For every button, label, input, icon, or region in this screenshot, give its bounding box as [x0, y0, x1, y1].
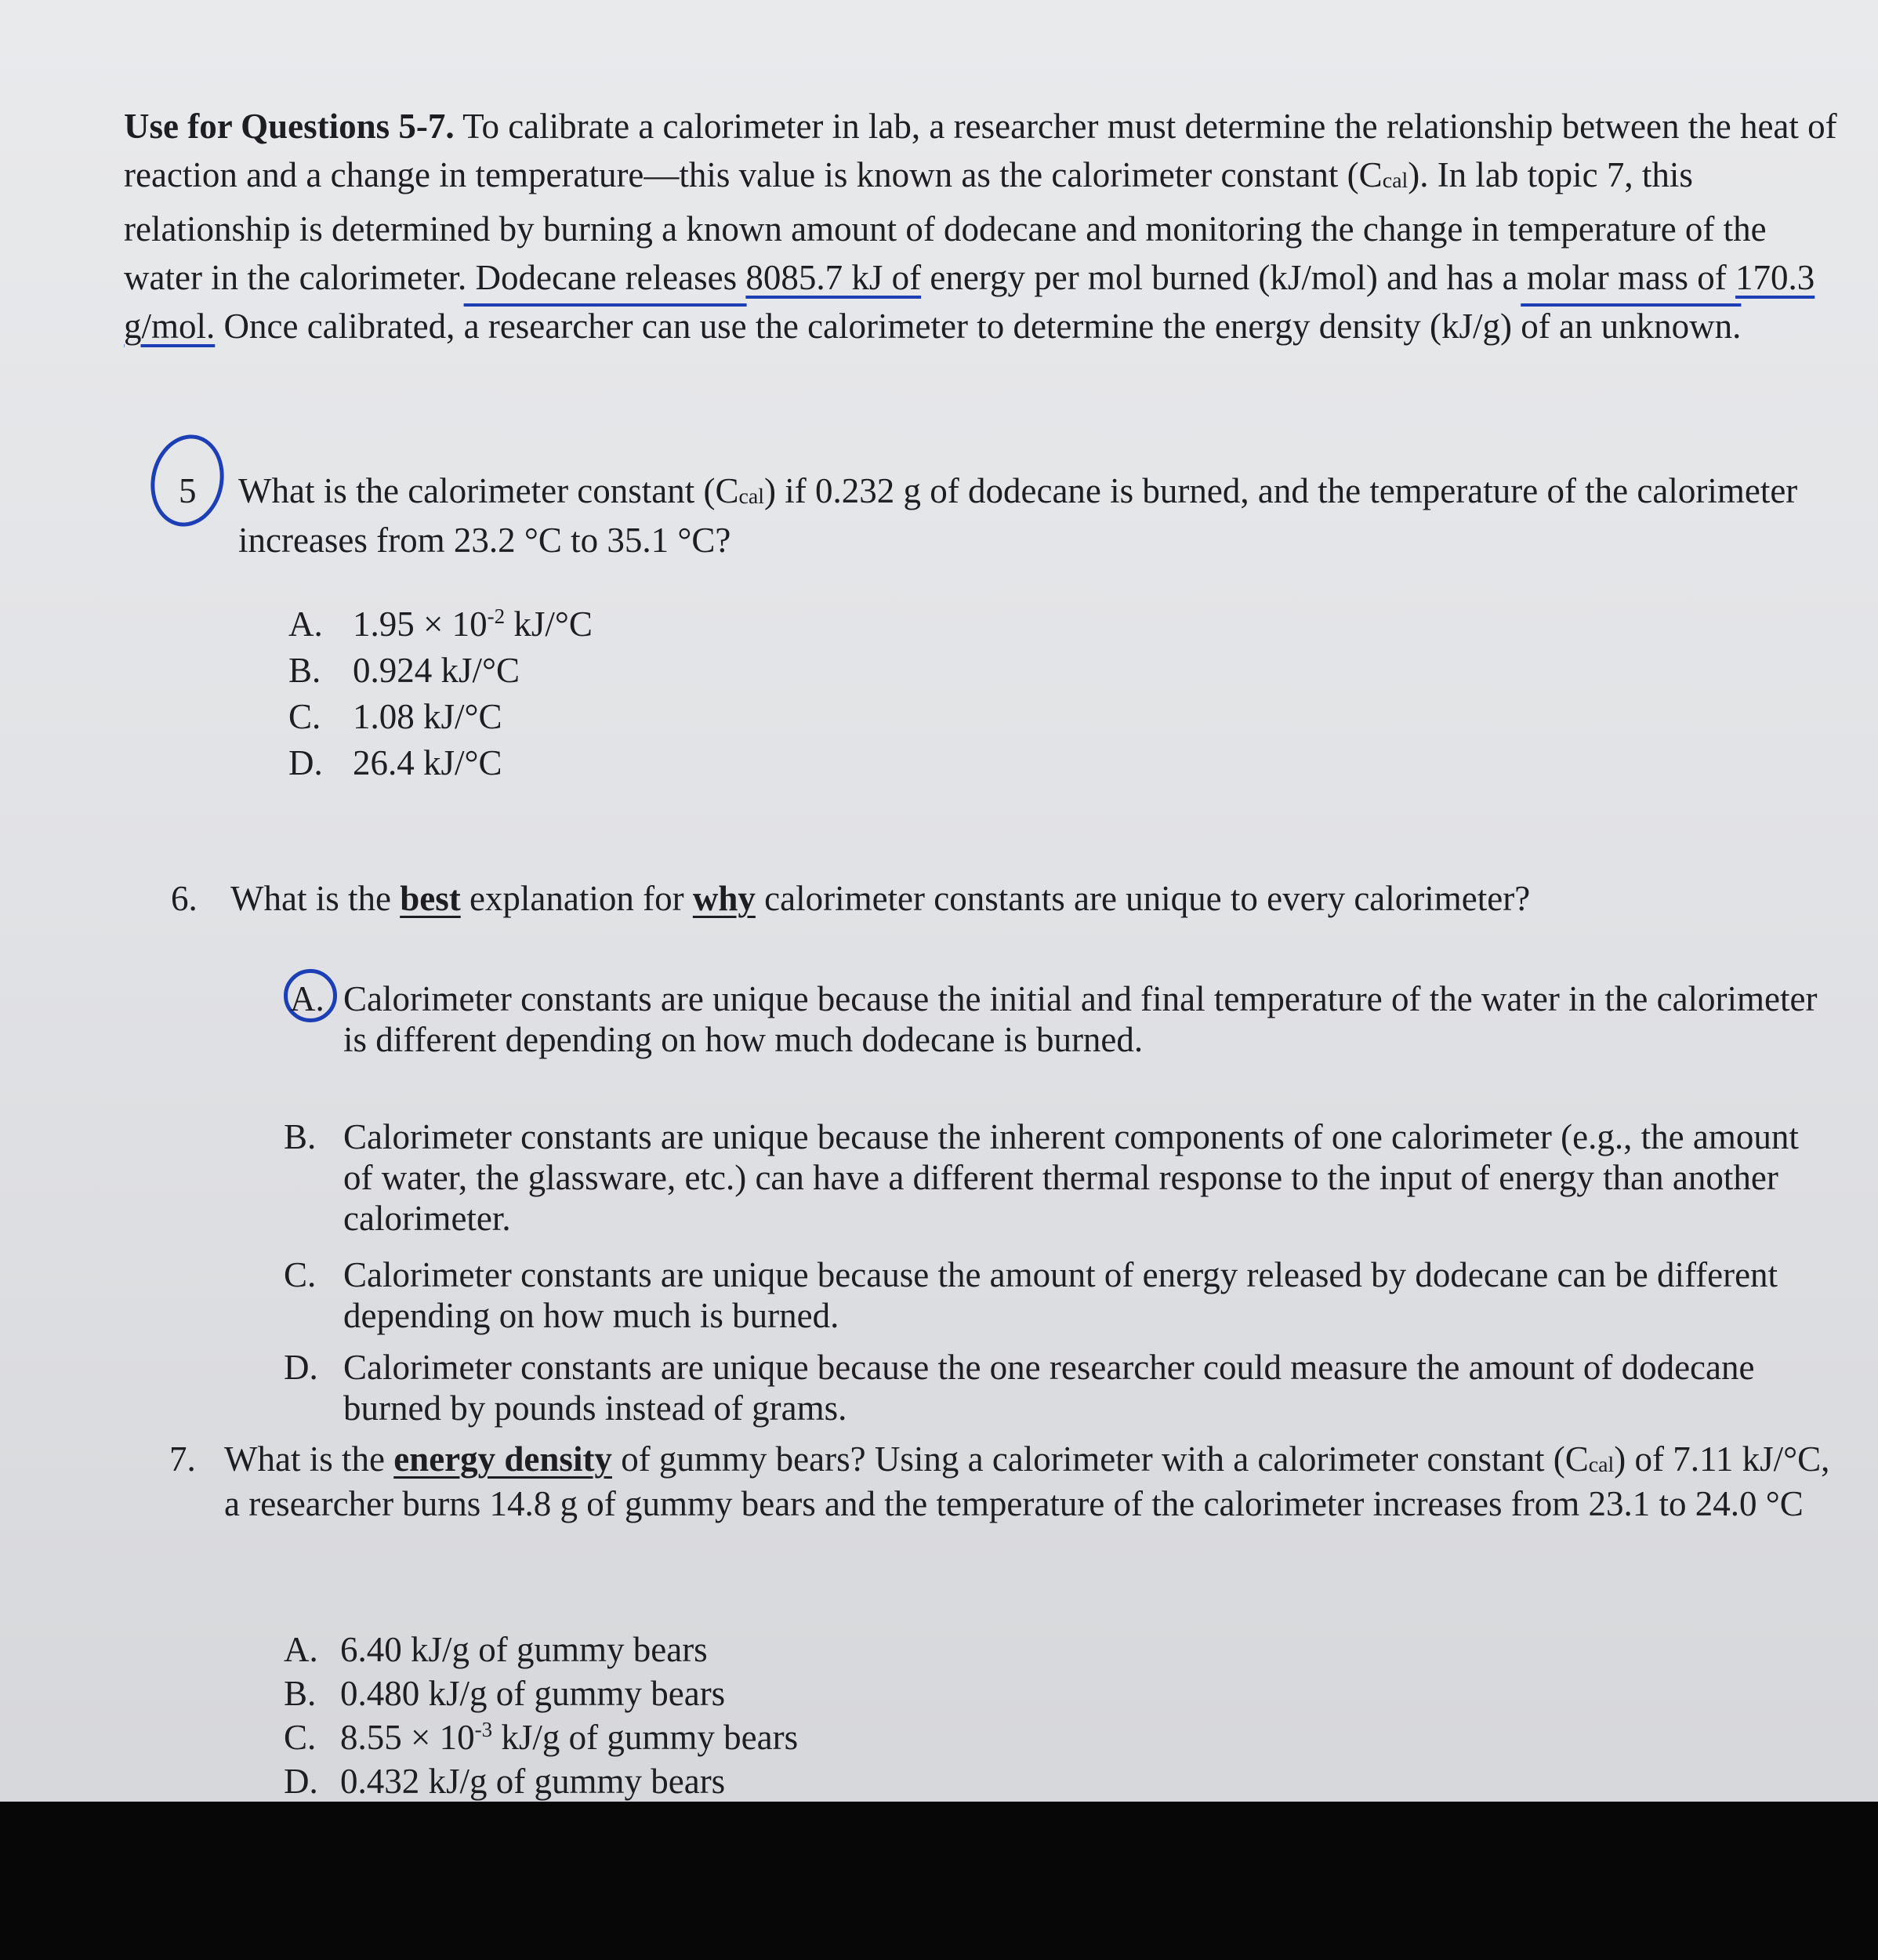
- q5-choice-d-text: 26.4 kJ/°C: [353, 743, 502, 782]
- q6-choice-a-letter: A.: [290, 979, 324, 1018]
- intro-text-4: Once calibrated,: [215, 307, 464, 346]
- q7-number: 7.: [169, 1439, 196, 1479]
- q7-choice-a-letter: A.: [284, 1630, 318, 1669]
- q7-choice-b-letter: B.: [284, 1674, 317, 1713]
- intro-text-3: energy per mol burned (kJ/mol) and has a molar mass of: [921, 258, 1736, 297]
- q7-choice-d[interactable]: [284, 1761, 1381, 1805]
- q5-choice-a-value: 1.95 × 10: [353, 604, 488, 644]
- q5-choice-a-unit: kJ/°C: [505, 604, 593, 644]
- q6-best: best: [400, 879, 461, 918]
- q7-choice-c-text: [284, 1717, 1381, 1758]
- q7-text-1: What is the: [224, 1439, 394, 1479]
- q6-choices: [284, 978, 1836, 1439]
- q7-choice-b[interactable]: [284, 1673, 1381, 1717]
- q5-choice-a-text: [288, 604, 1229, 644]
- q5-choices: [288, 604, 1229, 789]
- q6-choice-d-text: Calorimeter constants are unique because the one researcher could measure the amount of dodecane burned by pounds instead of grams.: [343, 1348, 1755, 1428]
- q6-choice-a[interactable]: [284, 978, 1836, 1116]
- q7-choice-c-letter: C.: [284, 1718, 317, 1757]
- q5-choice-b-text: 0.924 kJ/°C: [353, 651, 520, 690]
- q7-choices: [284, 1629, 1381, 1805]
- q5-choice-b-letter: B.: [288, 651, 321, 690]
- q6-why: why: [692, 879, 756, 918]
- screen-bezel: [0, 1802, 1878, 1960]
- q5-choice-d-letter: D.: [288, 743, 323, 782]
- q7-choice-d-text: 0.432 kJ/g of gummy bears: [340, 1762, 726, 1801]
- q6-choice-b[interactable]: [284, 1116, 1836, 1254]
- q5-text: [238, 469, 1837, 562]
- q5-text-2: ) if 0.232 g of dodecane is burned, and the temperature of the calorimeter increases from 23.2 °C to 35.1 °C?: [238, 471, 1798, 560]
- q7-text-2: of gummy bears? Using a calorimeter with a calorimeter constant (C: [611, 1439, 1589, 1479]
- unknown-mark: of an unknown.: [1521, 307, 1742, 346]
- researcher-use-mark: a researcher can use: [463, 307, 747, 346]
- intro-text-1: To calibrate a calorimeter in lab, a researcher must determine the relationship between the heat of reaction and a change in temperature—this value is known as the calorimeter constant (C: [124, 107, 1837, 194]
- q7-choice-a[interactable]: [284, 1629, 1381, 1673]
- q7-subscript-cal: cal: [1588, 1453, 1615, 1478]
- q7-choice-a-text: 6.40 kJ/g of gummy bears: [340, 1630, 708, 1669]
- q6-text-1: What is the: [230, 879, 401, 918]
- intro-subscript-cal: cal: [1382, 169, 1408, 194]
- q5-choice-a-exponent: -2: [487, 604, 506, 628]
- q7-choice-d-letter: D.: [284, 1762, 318, 1801]
- q5-choice-a[interactable]: [288, 604, 1229, 650]
- q5-choice-c[interactable]: [288, 696, 1229, 742]
- q6-text-3: calorimeter constants are unique to every calorimeter?: [755, 879, 1531, 918]
- q6-choice-c-letter: C.: [284, 1255, 317, 1294]
- q6-choice-d[interactable]: [284, 1347, 1836, 1439]
- q7-text: [224, 1439, 1831, 1523]
- q7-energy-density: energy density: [393, 1439, 612, 1479]
- q5-number: 5: [179, 471, 197, 510]
- energy-value-highlight: 8085.7 kJ of: [745, 258, 922, 297]
- q7-choice-c-unit: kJ/g of gummy bears: [492, 1718, 799, 1757]
- q5-subscript-cal: cal: [738, 485, 765, 510]
- q7-choice-c-exponent: -3: [474, 1718, 493, 1741]
- q5-choice-d[interactable]: [288, 742, 1229, 789]
- intro-text-2: ). In lab topic 7, this relationship is determined by burning a known amount of dodecane and monitoring the change in temperature of the water in the calorimeter. Dodecane releases: [124, 155, 1767, 297]
- q6-number: 6.: [171, 879, 198, 918]
- q5-choice-c-text: 1.08 kJ/°C: [353, 697, 502, 736]
- q6-choice-c-text: Calorimeter constants are unique because the amount of energy released by dodecane can be different depending on how much is burned.: [343, 1255, 1778, 1335]
- q5-choice-c-letter: C.: [288, 697, 321, 736]
- q7-choice-b-text: 0.480 kJ/g of gummy bears: [340, 1674, 726, 1713]
- q7-text-3: ) of 7.11 kJ/°C, a researcher burns 14.8 g of gummy bears and the temperature of the calorimeter increases from 23.1 to 24.0 °C: [224, 1439, 1830, 1523]
- q6-text-2: explanation for: [460, 879, 693, 918]
- intro-lead: Use for Questions 5-7.: [124, 107, 455, 146]
- q6-choice-b-letter: B.: [284, 1117, 317, 1156]
- intro-passage: [124, 102, 1840, 350]
- molar-mass-highlight: 170.3 g/mol.: [124, 258, 1815, 346]
- intro-text-5: the calorimeter to determine the energy density (kJ/g): [746, 307, 1521, 346]
- q5-text-1: What is the calorimeter constant (C: [238, 471, 739, 510]
- q6-choice-d-letter: D.: [284, 1348, 318, 1387]
- q5-choice-a-letter: A.: [288, 604, 323, 644]
- q7-choice-c-value: 8.55 × 10: [340, 1718, 475, 1757]
- q6-text: [230, 877, 1837, 920]
- q5-choice-b[interactable]: [288, 650, 1229, 696]
- q6-choice-c[interactable]: [284, 1254, 1836, 1347]
- q7-choice-c[interactable]: [284, 1717, 1381, 1761]
- q6-choice-b-text: Calorimeter constants are unique because the inherent components of one calorimeter (e.g., the amount of water, the glassware, etc.) can have a different thermal response to the input of energy than another calorimeter.: [343, 1117, 1799, 1238]
- q6-choice-a-text: Calorimeter constants are unique because the initial and final temperature of the water in the calorimeter is different depending on how much dodecane is burned.: [343, 979, 1818, 1059]
